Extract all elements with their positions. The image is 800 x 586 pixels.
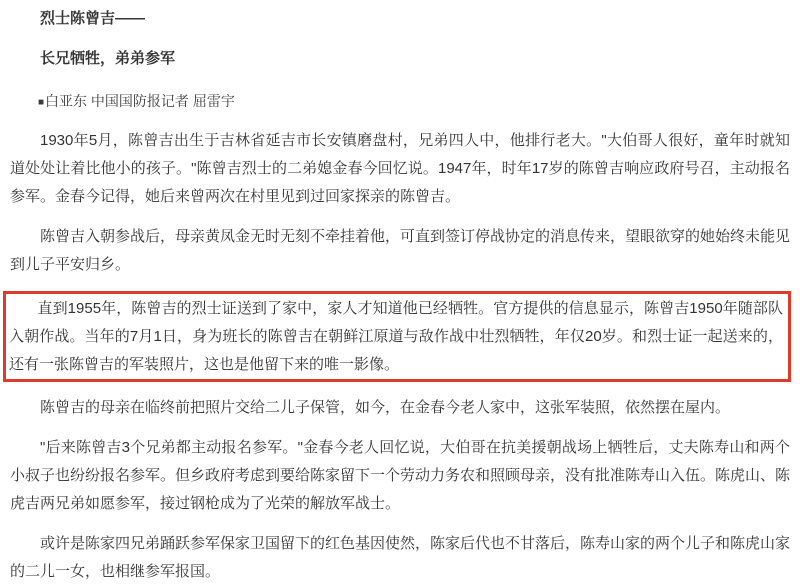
paragraph-6: 或许是陈家四兄弟踊跃参军保家卫国留下的红色基因使然，陈家后代也不甘落后，陈寿山家的两个儿子和陈虎山家的二儿一女，也相继参军报国。 (10, 535, 791, 580)
red-highlight-box (3, 291, 791, 382)
byline (10, 87, 790, 117)
square-bullet-icon: ■ (38, 97, 45, 108)
paragraph-3-highlighted: 直到1955年，陈曾吉的烈士证送到了家中，家人才知道他已经牺牲。官方提供的信息显示，陈曾吉1950年随部队入朝作战。当年的7月1日，身为班长的陈曾吉在朝鲜江原道与敌作战中壮烈牺牲，年仅20岁。和烈士证一起送来的，还有一张陈曾吉的军装照片，这也是他留下来的唯一影像。 (9, 300, 783, 373)
article-title: 烈士陈曾吉—— (40, 10, 146, 27)
paragraph-4: 陈曾吉的母亲在临终前把照片交给二儿子保管，如今，在金春今老人家中，这张军装照，依然摆在屋内。 (40, 399, 731, 416)
paragraph-5: "后来陈曾吉3个兄弟都主动报名参军。"金春今老人回忆说，大伯哥在抗美援朝战场上牺牲后，丈夫陈寿山和两个小叔子也纷纷报名参军。但乡政府考虑到要给陈家留下一个劳动力务农和照顾母亲，没有批准陈寿山入伍。陈虎山、陈虎吉两兄弟如愿参军，接过钢枪成为了光荣的解放军战士。 (10, 439, 791, 512)
paragraph-2: 陈曾吉入朝参战后，母亲黄凤金无时无刻不牵挂着他，可直到签订停战协定的消息传来，望眼欲穿的她始终未能见到儿子平安归乡。 (10, 228, 791, 273)
paragraph-1: 1930年5月，陈曾吉出生于吉林省延吉市长安镇磨盘村，兄弟四人中，他排行老大。"大伯哥人很好，童年时就知道处处让着比他小的孩子。"陈曾吉烈士的二弟媳金春今回忆说。1947年，时年17岁的陈曾吉响应政府号召，主动报名参军。金春今记得，她后来曾两次在村里见到过回家探亲的陈曾吉。 (10, 132, 790, 205)
article-subtitle: 长兄牺牲，弟弟参军 (40, 50, 176, 67)
byline-text: 白亚东 中国国防报记者 屈雷宇 (45, 93, 235, 109)
